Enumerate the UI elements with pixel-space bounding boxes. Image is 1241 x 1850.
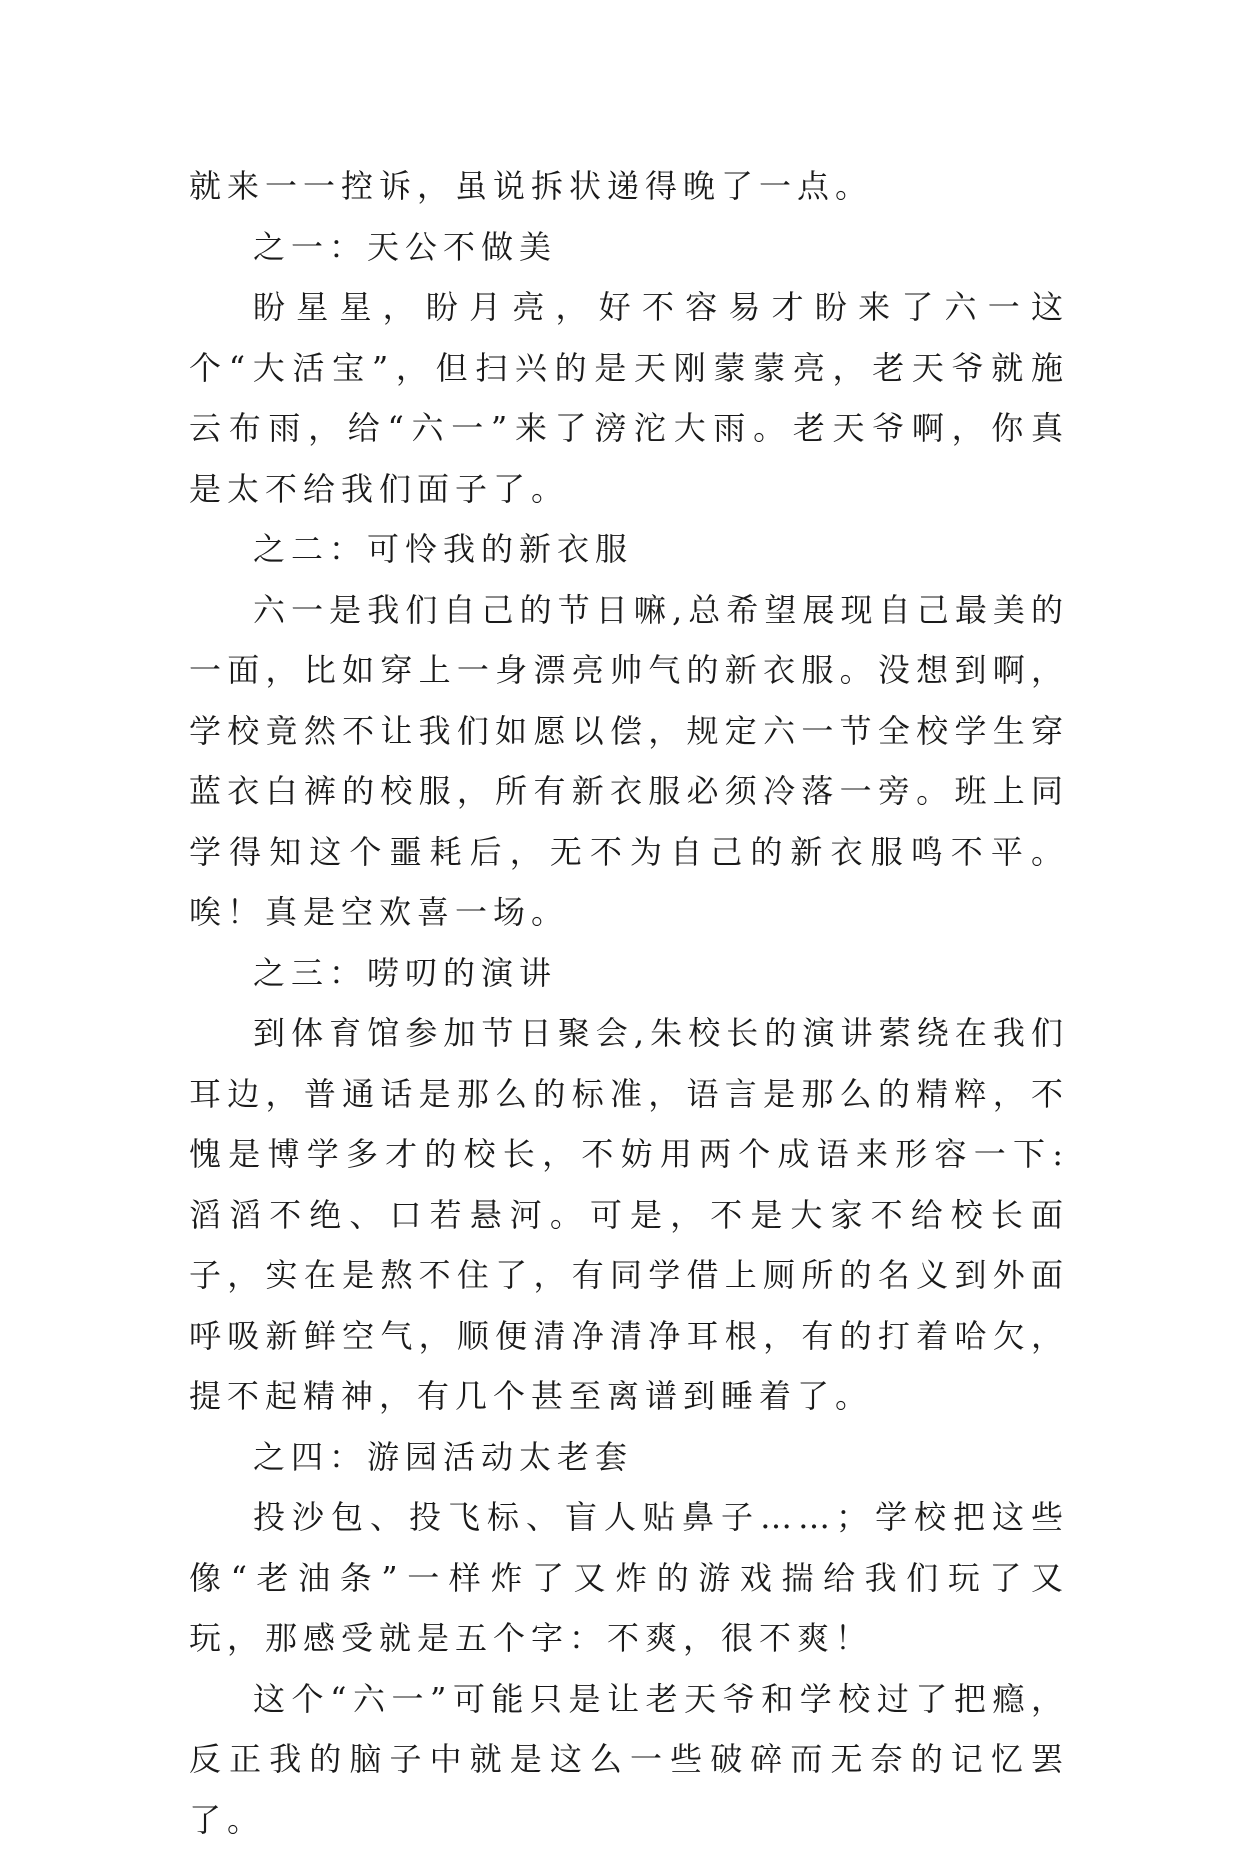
paragraph-continued: 就来一一控诉，虽说拆状递得晚了一点。 (189, 156, 1069, 217)
section-heading-3: 之三：唠叨的演讲 (189, 943, 1069, 1004)
paragraph-4: 投沙包、投飞标、盲人贴鼻子……；学校把这些像“老油条”一样炸了又炸的游戏揣给我们玩了又玩，那感受就是五个字：不爽，很不爽！ (189, 1487, 1069, 1669)
paragraph-conclusion: 这个“六一”可能只是让老天爷和学校过了把瘾，反正我的脑子中就是这么一些破碎而无奈的记忆罢了。 (189, 1669, 1069, 1850)
paragraph-1: 盼星星，盼月亮，好不容易才盼来了六一这个“大活宝”，但扫兴的是天刚蒙蒙亮，老天爷就施云布雨，给“六一”来了滂沱大雨。老天爷啊，你真是太不给我们面子了。 (189, 277, 1069, 519)
section-heading-1: 之一：天公不做美 (189, 217, 1069, 278)
section-heading-4: 之四：游园活动太老套 (189, 1427, 1069, 1488)
paragraph-3: 到体育馆参加节日聚会,朱校长的演讲萦绕在我们耳边，普通话是那么的标准，语言是那么的精粹，不愧是博学多才的校长，不妨用两个成语来形容一下:滔滔不绝、口若悬河。可是，不是大家不给校长面子，实在是熬不住了，有同学借上厕所的名义到外面呼吸新鲜空气，顺便清净清净耳根，有的打着哈欠，提不起精神，有几个甚至离谱到睡着了。 (189, 1003, 1069, 1427)
section-heading-2: 之二：可怜我的新衣服 (189, 519, 1069, 580)
document-body (189, 156, 1069, 1850)
paragraph-2: 六一是我们自己的节日嘛,总希望展现自己最美的一面，比如穿上一身漂亮帅气的新衣服。没想到啊，学校竟然不让我们如愿以偿，规定六一节全校学生穿蓝衣白裤的校服，所有新衣服必须冷落一旁。班上同学得知这个噩耗后，无不为自己的新衣服鸣不平。唉！真是空欢喜一场。 (189, 580, 1069, 943)
